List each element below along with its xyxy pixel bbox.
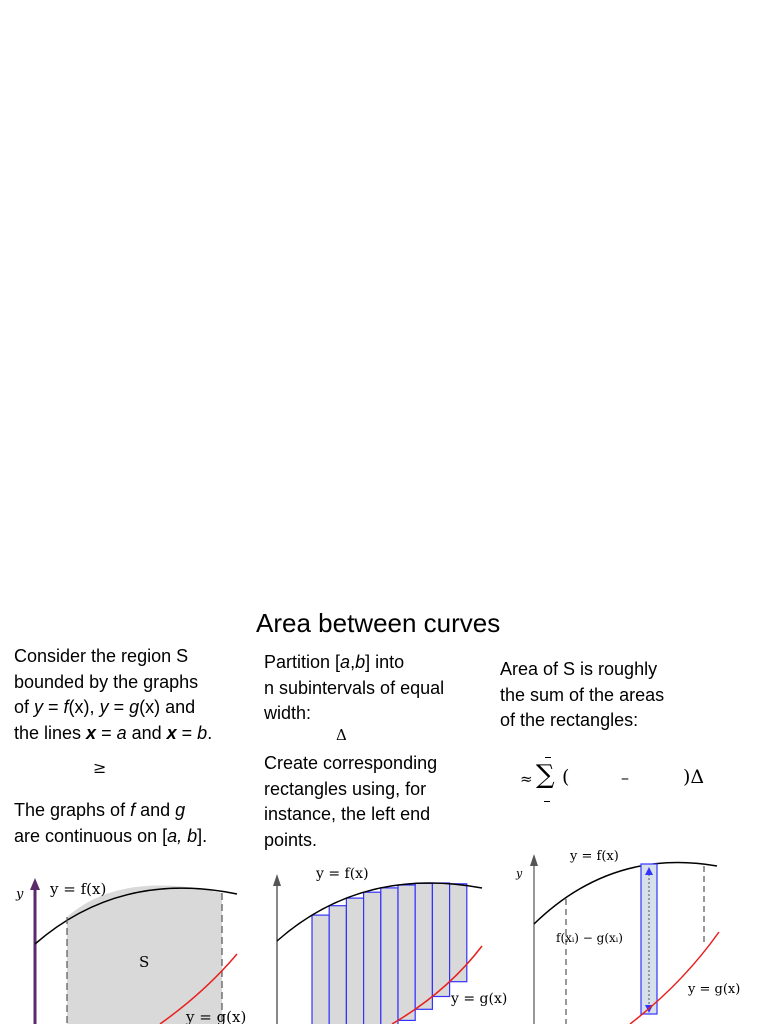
continuity-note [14,798,244,849]
y-axis-label: y [516,867,523,880]
rectangles-description [264,751,484,853]
text-line: Partition [a,b] into [264,652,405,672]
region-description [14,644,244,746]
f-curve [534,863,717,924]
approximating-rectangle [381,888,398,1024]
g-curve-label: y = g(x) [451,991,508,1007]
text-line: n subintervals of equal [264,677,445,698]
approximating-rectangle [346,898,363,1024]
geq-symbol: ≥ [93,758,107,777]
sum-description [500,657,740,734]
text-line: of y = f(x), y = g(x) and [14,697,196,717]
text-line: width: [264,703,312,723]
partition-description [264,650,484,727]
region-s-label: S [139,953,150,971]
text-line: Create corresponding [264,753,438,773]
sum-upper-limit-dash [545,757,551,758]
f-curve-label: y = f(x) [50,880,107,898]
text-line: points. [264,829,318,850]
approximating-rectangle [312,915,329,1024]
sum-lower-limit-dash [544,801,550,802]
y-axis-arrow [30,878,40,890]
sigma-symbol: ∑ [536,760,555,790]
y-axis-arrow [273,874,281,886]
g-curve-label: y = g(x) [186,1008,247,1024]
text-line: the lines x = a and x = b. [14,722,213,743]
y-axis-arrow [530,854,538,866]
f-curve-label: y = f(x) [570,849,619,864]
text-line: are continuous on [a, b]. [14,825,208,846]
approximating-rectangle [329,906,346,1024]
approximating-rectangle [364,892,381,1024]
approximating-rectangle [398,885,415,1020]
left-paren: ( [562,766,570,788]
minus-sign: – [621,768,629,787]
figure-partition-rectangles [262,864,508,1024]
delta-symbol: Δ [336,726,347,744]
text-line: bounded by the graphs [14,671,199,692]
y-axis-label: y [16,887,24,902]
approximating-rectangle [415,883,432,1009]
g-curve-label: y = g(x) [688,982,741,997]
approximating-rectangle [432,883,449,997]
text-line: Area of S is roughly [500,659,658,679]
right-paren-delta: )Δ [683,766,705,788]
text-line: rectangles using, for [264,778,427,799]
text-line: of the rectangles: [500,710,639,730]
approximating-rectangles [312,883,467,1024]
figure-region-s [10,864,260,1024]
text-line: The graphs of f and g [14,800,186,820]
text-line: the sum of the areas [500,684,665,705]
f-curve-label: y = f(x) [316,866,369,882]
height-label: f(xᵢ) − g(xᵢ) [556,931,623,945]
text-line: instance, the left end [264,804,431,824]
slide-title: Area between curves [256,608,501,638]
approx-symbol: ≈ [520,770,533,788]
text-line: Consider the region S [14,646,189,666]
figure-typical-rectangle [512,844,742,1024]
